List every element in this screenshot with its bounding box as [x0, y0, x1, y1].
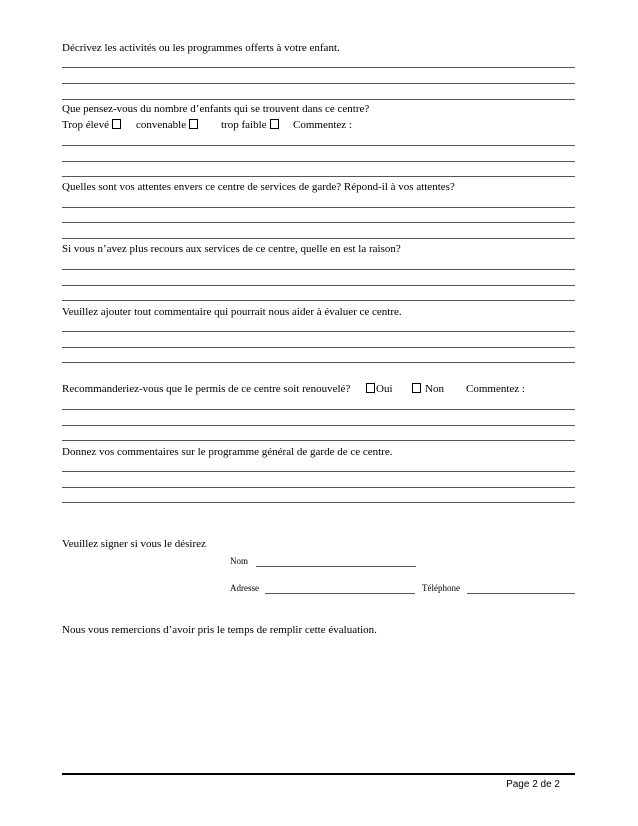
answer-line[interactable] [62, 67, 575, 68]
answer-line[interactable] [62, 409, 575, 410]
address-label: Adresse [230, 583, 259, 593]
option-label: Non [425, 383, 444, 395]
question-expectations: Quelles sont vos attentes envers ce centre de services de garde? Répond-il à vos attentes? [62, 181, 455, 193]
comment-label: Commentez : [466, 383, 525, 395]
answer-line[interactable] [62, 362, 575, 363]
name-field[interactable] [256, 566, 416, 567]
answer-line[interactable] [62, 222, 575, 223]
page-number: Page 2 de 2 [506, 779, 560, 790]
option-yes[interactable] [366, 383, 393, 396]
answer-line[interactable] [62, 238, 575, 239]
answer-line[interactable] [62, 502, 575, 503]
answer-line[interactable] [62, 440, 575, 441]
comment-label: Commentez : [293, 119, 352, 131]
answer-line[interactable] [62, 83, 575, 84]
address-field[interactable] [265, 593, 415, 594]
answer-line[interactable] [62, 487, 575, 488]
option-too-low[interactable] [221, 119, 279, 132]
closing-text: Nous vous remercions d’avoir pris le temps de remplir cette évaluation. [62, 624, 377, 636]
checkbox[interactable] [112, 119, 121, 129]
option-no[interactable] [412, 383, 444, 396]
question-reason: Si vous n’avez plus recours aux services de ce centre, quelle en est la raison? [62, 243, 401, 255]
option-label: trop faible [221, 119, 267, 131]
checkbox[interactable] [412, 383, 421, 393]
answer-line[interactable] [62, 207, 575, 208]
answer-line[interactable] [62, 300, 575, 301]
option-label: Trop élevé [62, 119, 109, 131]
answer-line[interactable] [62, 161, 575, 162]
question-permit-renewal: Recommanderiez-vous que le permis de ce centre soit renouvelé? [62, 383, 351, 395]
answer-line[interactable] [62, 145, 575, 146]
option-label: convenable [136, 119, 187, 131]
checkbox[interactable] [189, 119, 198, 129]
answer-line[interactable] [62, 331, 575, 332]
phone-label: Téléphone [422, 583, 460, 593]
option-label: Oui [376, 383, 393, 395]
answer-line[interactable] [62, 347, 575, 348]
checkbox[interactable] [366, 383, 375, 393]
name-label: Nom [230, 556, 248, 566]
option-too-high[interactable] [62, 119, 121, 132]
question-general-program: Donnez vos commentaires sur le programme général de garde de ce centre. [62, 446, 393, 458]
answer-line[interactable] [62, 471, 575, 472]
answer-line[interactable] [62, 176, 575, 177]
question-activities: Décrivez les activités ou les programmes offerts à votre enfant. [62, 42, 340, 54]
signature-prompt: Veuillez signer si vous le désirez [62, 538, 206, 550]
answer-line[interactable] [62, 285, 575, 286]
answer-line[interactable] [62, 269, 575, 270]
answer-line[interactable] [62, 425, 575, 426]
checkbox[interactable] [270, 119, 279, 129]
footer-divider [62, 773, 575, 775]
phone-field[interactable] [467, 593, 575, 594]
question-number-of-children: Que pensez-vous du nombre d’enfants qui se trouvent dans ce centre? [62, 103, 370, 115]
answer-line[interactable] [62, 99, 575, 100]
question-additional-comments: Veuillez ajouter tout commentaire qui pourrait nous aider à évaluer ce centre. [62, 306, 402, 318]
option-suitable[interactable] [136, 119, 198, 132]
